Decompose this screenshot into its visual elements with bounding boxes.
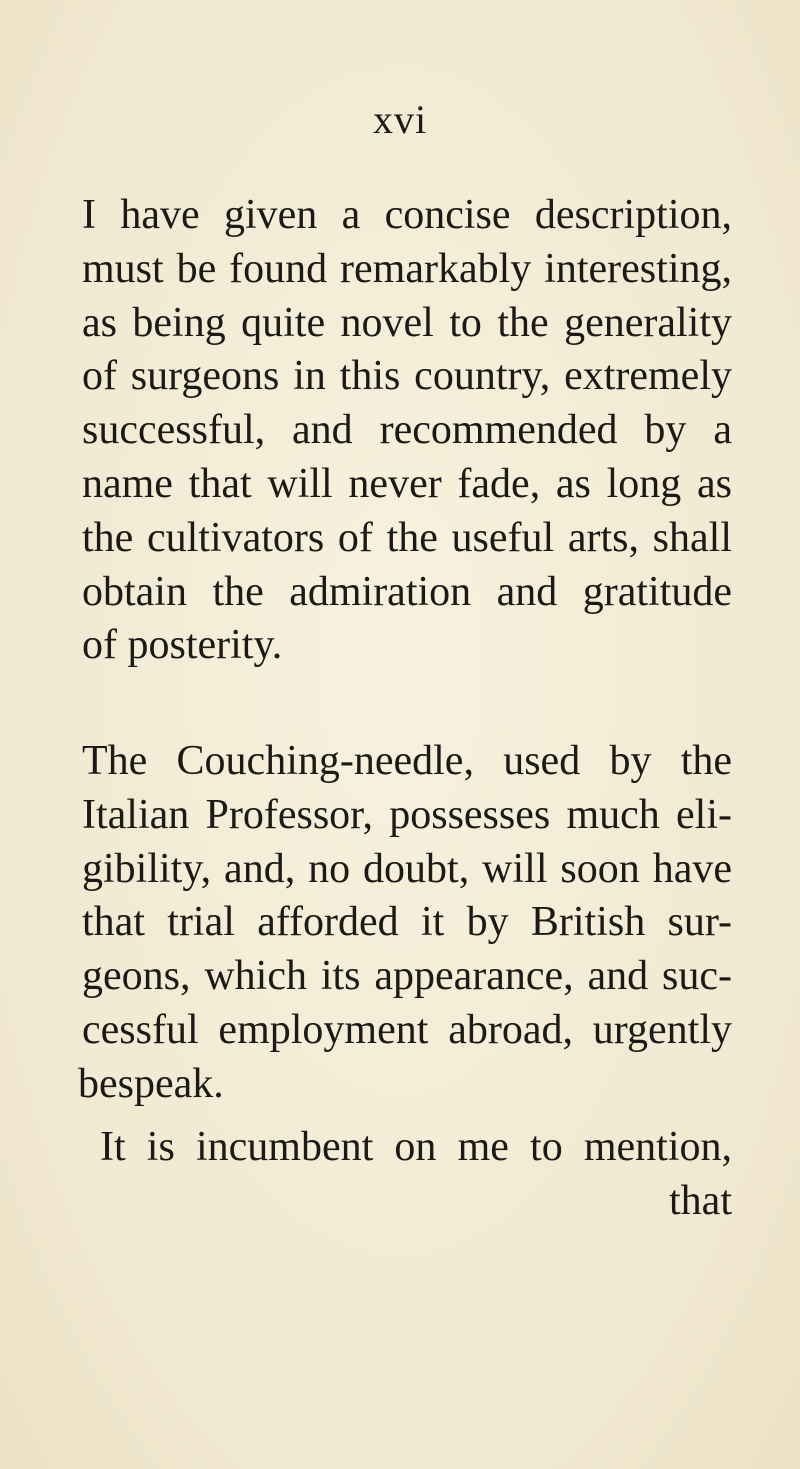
- text-line: successful, and recommended by a: [82, 407, 732, 454]
- paragraph: [82, 1121, 732, 1229]
- text-line: obtain the admiration and gratitude: [82, 568, 732, 615]
- text-line: It is incumbent on me to mention,: [100, 1124, 732, 1170]
- text-line: The Couching-needle, used by the: [82, 738, 732, 784]
- text-line: Italian Professor, possesses much eli-: [82, 791, 732, 838]
- page-number: xvi: [372, 97, 428, 142]
- text-line: that trial afforded it by British sur-: [82, 899, 732, 946]
- text-line: of posterity.: [82, 622, 283, 669]
- catchword: that: [669, 1177, 732, 1224]
- text-line: name that will never fade, as long as: [82, 460, 732, 507]
- text-line: must be found remarkably interesting,: [82, 245, 732, 292]
- text-line: gibility, and, no doubt, will soon have: [82, 845, 732, 892]
- text-line: I have given a concise description,: [82, 192, 732, 238]
- paragraph: [82, 189, 732, 673]
- text-line: cessful employment abroad, urgently: [82, 1006, 732, 1053]
- text-line: of surgeons in this country, extremely: [82, 353, 732, 400]
- text-line: the cultivators of the useful arts, shall: [82, 514, 732, 561]
- text-line: geons, which its appearance, and suc-: [82, 953, 732, 1000]
- paragraph: [78, 735, 732, 1112]
- text-line: bespeak.: [78, 1060, 224, 1107]
- text-line: as being quite novel to the generality: [82, 299, 732, 346]
